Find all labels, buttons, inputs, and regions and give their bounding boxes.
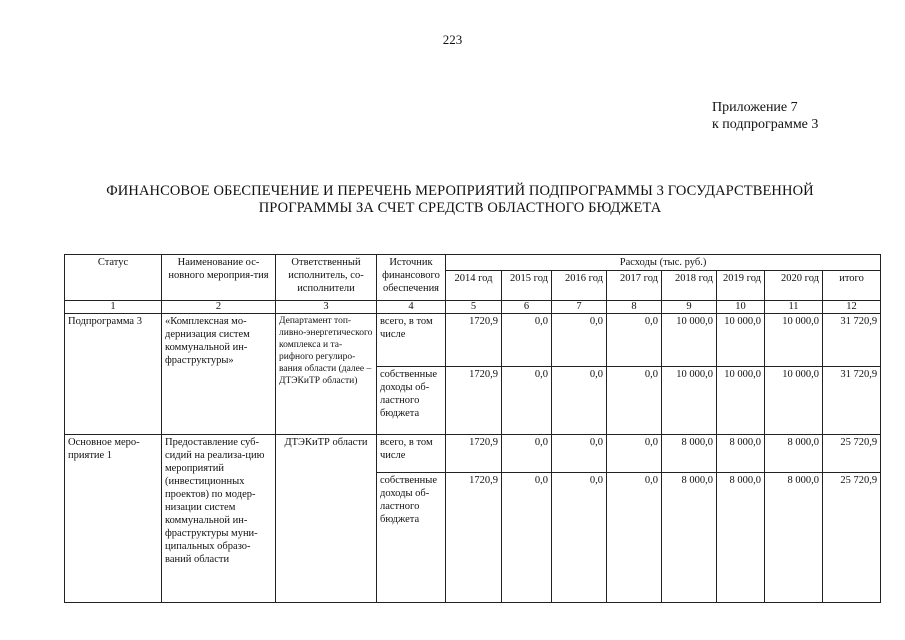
row-source: собственные доходы об-ластного бюджета — [377, 473, 446, 603]
appendix-line-1: Приложение 7 — [712, 100, 798, 115]
value-cell: 0,0 — [607, 473, 662, 603]
row-name: «Комплексная мо-дернизация систем коммунальной ин-фраструктуры» — [162, 314, 276, 435]
value-cell: 10 000,0 — [765, 367, 823, 435]
row-executor: ДТЭКиТР области — [276, 435, 377, 603]
header-status: Статус — [65, 255, 162, 301]
value-cell: 25 720,9 — [823, 473, 881, 603]
value-cell: 8 000,0 — [717, 435, 765, 473]
value-cell: 10 000,0 — [765, 314, 823, 367]
column-number: 4 — [377, 301, 446, 314]
table-row — [65, 435, 881, 473]
row-status: Основное меро-приятие 1 — [65, 435, 162, 603]
value-cell: 1720,9 — [446, 473, 502, 603]
value-cell: 1720,9 — [446, 314, 502, 367]
funding-table — [64, 254, 881, 603]
row-source: собственные доходы об-ластного бюджета — [377, 367, 446, 435]
header-name: Наименование ос-новного мероприя-тия — [162, 255, 276, 301]
header-total: итого — [823, 271, 881, 301]
column-number: 5 — [446, 301, 502, 314]
title-line-2: ПРОГРАММЫ ЗА СЧЕТ СРЕДСТВ ОБЛАСТНОГО БЮДЖЕТА — [258, 200, 662, 216]
value-cell: 0,0 — [552, 314, 607, 367]
header-year: 2016 год — [552, 271, 607, 301]
column-number: 8 — [607, 301, 662, 314]
header-year: 2018 год — [662, 271, 717, 301]
value-cell: 8 000,0 — [662, 473, 717, 603]
column-number: 2 — [162, 301, 276, 314]
header-expenses: Расходы (тыс. руб.) — [446, 255, 881, 271]
column-number: 7 — [552, 301, 607, 314]
row-executor: Департамент топ-ливно-энергетического комплекса и та-рифного регулиро-вания области (далее – ДТЭКиТР области) — [276, 314, 377, 435]
row-source: всего, в том числе — [377, 314, 446, 367]
column-number: 11 — [765, 301, 823, 314]
header-year: 2020 год — [765, 271, 823, 301]
value-cell: 0,0 — [502, 314, 552, 367]
value-cell: 10 000,0 — [662, 367, 717, 435]
value-cell: 0,0 — [607, 435, 662, 473]
value-cell: 10 000,0 — [717, 314, 765, 367]
document-title — [60, 183, 860, 217]
value-cell: 25 720,9 — [823, 435, 881, 473]
page-number: 223 — [442, 32, 463, 47]
value-cell: 0,0 — [607, 367, 662, 435]
header-year: 2017 год — [607, 271, 662, 301]
value-cell: 0,0 — [552, 473, 607, 603]
column-number: 10 — [717, 301, 765, 314]
value-cell: 8 000,0 — [765, 435, 823, 473]
value-cell: 0,0 — [607, 314, 662, 367]
table-row — [65, 314, 881, 367]
value-cell: 0,0 — [502, 473, 552, 603]
header-year: 2014 год — [446, 271, 502, 301]
header-year: 2015 год — [502, 271, 552, 301]
value-cell: 10 000,0 — [717, 367, 765, 435]
value-cell: 8 000,0 — [765, 473, 823, 603]
value-cell: 31 720,9 — [823, 314, 881, 367]
row-status: Подпрограмма 3 — [65, 314, 162, 435]
value-cell: 8 000,0 — [662, 435, 717, 473]
header-source: Источник финансового обеспечения — [377, 255, 446, 301]
value-cell: 0,0 — [552, 367, 607, 435]
column-number: 1 — [65, 301, 162, 314]
column-number: 3 — [276, 301, 377, 314]
title-line-1: ФИНАНСОВОЕ ОБЕСПЕЧЕНИЕ И ПЕРЕЧЕНЬ МЕРОПРИЯТИЙ ПОДПРОГРАММЫ 3 ГОСУДАРСТВЕННОЙ — [106, 183, 814, 199]
value-cell: 10 000,0 — [662, 314, 717, 367]
appendix-line-2: к подпрограмме 3 — [712, 117, 819, 132]
row-name: Предоставление суб-сидий на реализа-цию мероприятий (инвестиционных проектов) по модер-низации систем коммунальной ин-фраструктуры муни-ципальных образо-ваний области — [162, 435, 276, 603]
value-cell: 8 000,0 — [717, 473, 765, 603]
value-cell: 0,0 — [502, 435, 552, 473]
column-number: 9 — [662, 301, 717, 314]
column-number: 12 — [823, 301, 881, 314]
value-cell: 1720,9 — [446, 435, 502, 473]
row-source: всего, в том числе — [377, 435, 446, 473]
column-number: 6 — [502, 301, 552, 314]
value-cell: 0,0 — [552, 435, 607, 473]
header-year: 2019 год — [717, 271, 765, 301]
appendix-note — [712, 99, 818, 133]
header-executor: Ответственный исполнитель, со-исполнители — [276, 255, 377, 301]
value-cell: 1720,9 — [446, 367, 502, 435]
value-cell: 0,0 — [502, 367, 552, 435]
value-cell: 31 720,9 — [823, 367, 881, 435]
